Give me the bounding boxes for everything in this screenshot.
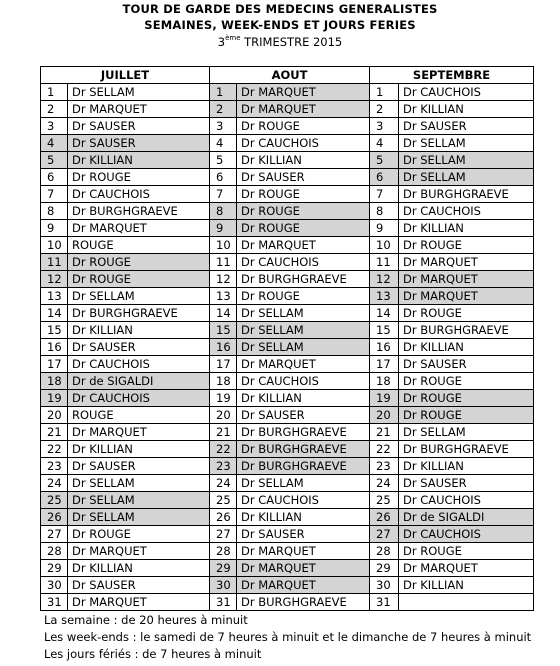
aout-doctor-name: Dr KILLIAN [237,509,370,526]
aout-doctor-name: Dr ROUGE [237,118,370,135]
juillet-doctor-name: Dr CAUCHOIS [68,356,210,373]
table-row [41,424,534,441]
aout-doctor-name: Dr ROUGE [237,220,370,237]
juillet-day-number: 2 [41,101,68,118]
aout-day-number: 31 [210,594,237,611]
juillet-day-number: 11 [41,254,68,271]
table-row [41,356,534,373]
juillet-doctor-name: Dr KILLIAN [68,441,210,458]
aout-doctor-name: Dr CAUCHOIS [237,254,370,271]
septembre-doctor-name: Dr CAUCHOIS [399,526,534,543]
aout-doctor-name: Dr MARQUET [237,577,370,594]
aout-doctor-name: Dr KILLIAN [237,152,370,169]
juillet-doctor-name: Dr CAUCHOIS [68,390,210,407]
juillet-day-number: 27 [41,526,68,543]
juillet-doctor-name: Dr SAUSER [68,339,210,356]
table-row [41,339,534,356]
juillet-day-number: 25 [41,492,68,509]
juillet-doctor-name: Dr SELLAM [68,492,210,509]
septembre-day-number: 4 [370,135,399,152]
juillet-doctor-name: Dr MARQUET [68,594,210,611]
septembre-day-number: 9 [370,220,399,237]
septembre-day-number: 30 [370,577,399,594]
juillet-day-number: 4 [41,135,68,152]
septembre-day-number: 31 [370,594,399,611]
juillet-day-number: 30 [41,577,68,594]
juillet-day-number: 10 [41,237,68,254]
septembre-day-number: 28 [370,543,399,560]
aout-doctor-name: Dr BURGHGRAEVE [237,271,370,288]
juillet-doctor-name: Dr SAUSER [68,458,210,475]
aout-doctor-name: Dr CAUCHOIS [237,373,370,390]
juillet-doctor-name: Dr BURGHGRAEVE [68,203,210,220]
septembre-doctor-name: Dr BURGHGRAEVE [399,322,534,339]
table-row [41,118,534,135]
septembre-doctor-name: Dr MARQUET [399,560,534,577]
septembre-doctor-name [399,594,534,611]
table-row [41,373,534,390]
aout-doctor-name: Dr SAUSER [237,526,370,543]
aout-day-number: 7 [210,186,237,203]
table-row [41,237,534,254]
juillet-day-number: 14 [41,305,68,322]
septembre-day-number: 25 [370,492,399,509]
aout-day-number: 16 [210,339,237,356]
aout-day-number: 3 [210,118,237,135]
aout-doctor-name: Dr BURGHGRAEVE [237,441,370,458]
juillet-day-number: 13 [41,288,68,305]
aout-day-number: 18 [210,373,237,390]
septembre-day-number: 16 [370,339,399,356]
septembre-day-number: 17 [370,356,399,373]
table-row [41,526,534,543]
juillet-day-number: 17 [41,356,68,373]
month-header-septembre: SEPTEMBRE [370,67,534,84]
septembre-day-number: 23 [370,458,399,475]
septembre-day-number: 21 [370,424,399,441]
note-holiday-hours: Les jours fériés : de 7 heures à minuit [44,647,262,661]
aout-day-number: 13 [210,288,237,305]
aout-day-number: 9 [210,220,237,237]
juillet-day-number: 23 [41,458,68,475]
septembre-day-number: 22 [370,441,399,458]
table-row [41,203,534,220]
septembre-doctor-name: Dr ROUGE [399,237,534,254]
table-row [41,543,534,560]
table-row [41,577,534,594]
aout-doctor-name: Dr SELLAM [237,339,370,356]
septembre-doctor-name: Dr KILLIAN [399,220,534,237]
juillet-doctor-name: Dr SAUSER [68,577,210,594]
document-subtitle: SEMAINES, WEEK-ENDS ET JOURS FERIES [144,18,416,32]
quarter-year: TRIMESTRE 2015 [240,35,343,49]
septembre-doctor-name: Dr SELLAM [399,424,534,441]
septembre-day-number: 29 [370,560,399,577]
septembre-doctor-name: Dr ROUGE [399,373,534,390]
septembre-doctor-name: Dr ROUGE [399,305,534,322]
table-row [41,169,534,186]
aout-doctor-name: Dr SAUSER [237,169,370,186]
juillet-day-number: 15 [41,322,68,339]
table-row [41,492,534,509]
aout-day-number: 22 [210,441,237,458]
septembre-day-number: 18 [370,373,399,390]
aout-day-number: 5 [210,152,237,169]
septembre-day-number: 24 [370,475,399,492]
juillet-doctor-name: Dr ROUGE [68,254,210,271]
juillet-day-number: 1 [41,84,68,101]
aout-day-number: 21 [210,424,237,441]
aout-doctor-name: Dr BURGHGRAEVE [237,424,370,441]
aout-doctor-name: Dr CAUCHOIS [237,492,370,509]
septembre-day-number: 3 [370,118,399,135]
aout-day-number: 8 [210,203,237,220]
septembre-day-number: 15 [370,322,399,339]
septembre-day-number: 10 [370,237,399,254]
septembre-doctor-name: Dr BURGHGRAEVE [399,186,534,203]
juillet-doctor-name: Dr KILLIAN [68,152,210,169]
aout-doctor-name: Dr MARQUET [237,237,370,254]
juillet-doctor-name: Dr CAUCHOIS [68,186,210,203]
juillet-day-number: 3 [41,118,68,135]
month-header-row [41,67,534,84]
juillet-day-number: 22 [41,441,68,458]
aout-doctor-name: Dr MARQUET [237,543,370,560]
juillet-day-number: 5 [41,152,68,169]
aout-day-number: 20 [210,407,237,424]
septembre-day-number: 13 [370,288,399,305]
septembre-day-number: 7 [370,186,399,203]
table-row [41,135,534,152]
septembre-doctor-name: Dr SAUSER [399,356,534,373]
table-row [41,186,534,203]
table-row [41,594,534,611]
juillet-day-number: 9 [41,220,68,237]
septembre-day-number: 8 [370,203,399,220]
aout-doctor-name: Dr ROUGE [237,186,370,203]
on-call-schedule-table [40,66,534,611]
juillet-doctor-name: Dr de SIGALDI [68,373,210,390]
table-row [41,84,534,101]
septembre-day-number: 12 [370,271,399,288]
table-row [41,407,534,424]
aout-day-number: 12 [210,271,237,288]
aout-day-number: 10 [210,237,237,254]
aout-doctor-name: Dr SAUSER [237,407,370,424]
septembre-doctor-name: Dr MARQUET [399,254,534,271]
septembre-day-number: 14 [370,305,399,322]
juillet-doctor-name: Dr SAUSER [68,118,210,135]
table-row [41,305,534,322]
septembre-doctor-name: Dr ROUGE [399,407,534,424]
septembre-doctor-name: Dr KILLIAN [399,458,534,475]
juillet-day-number: 26 [41,509,68,526]
septembre-doctor-name: Dr SELLAM [399,152,534,169]
juillet-doctor-name: Dr MARQUET [68,101,210,118]
table-row [41,254,534,271]
juillet-doctor-name: Dr SELLAM [68,288,210,305]
aout-day-number: 1 [210,84,237,101]
aout-doctor-name: Dr ROUGE [237,203,370,220]
juillet-doctor-name: Dr SELLAM [68,84,210,101]
juillet-day-number: 19 [41,390,68,407]
septembre-doctor-name: Dr MARQUET [399,288,534,305]
aout-day-number: 15 [210,322,237,339]
aout-day-number: 27 [210,526,237,543]
septembre-doctor-name: Dr CAUCHOIS [399,492,534,509]
table-row [41,509,534,526]
aout-doctor-name: Dr ROUGE [237,288,370,305]
aout-day-number: 26 [210,509,237,526]
juillet-day-number: 7 [41,186,68,203]
septembre-day-number: 19 [370,390,399,407]
aout-day-number: 14 [210,305,237,322]
septembre-day-number: 6 [370,169,399,186]
table-row [41,458,534,475]
aout-day-number: 2 [210,101,237,118]
juillet-doctor-name: ROUGE [68,237,210,254]
aout-day-number: 29 [210,560,237,577]
aout-doctor-name: Dr KILLIAN [237,390,370,407]
quarter-number: 3 [217,35,226,49]
month-header-aout: AOUT [210,67,370,84]
table-row [41,152,534,169]
juillet-doctor-name: Dr MARQUET [68,220,210,237]
aout-day-number: 19 [210,390,237,407]
quarter-label [0,34,560,49]
aout-doctor-name: Dr SELLAM [237,322,370,339]
juillet-doctor-name: Dr ROUGE [68,169,210,186]
juillet-doctor-name: Dr SAUSER [68,135,210,152]
juillet-doctor-name: ROUGE [68,407,210,424]
table-row [41,390,534,407]
juillet-day-number: 12 [41,271,68,288]
septembre-day-number: 5 [370,152,399,169]
aout-doctor-name: Dr MARQUET [237,101,370,118]
aout-doctor-name: Dr CAUCHOIS [237,135,370,152]
septembre-day-number: 2 [370,101,399,118]
schedule-body [41,84,534,611]
septembre-doctor-name: Dr BURGHGRAEVE [399,441,534,458]
septembre-doctor-name: Dr SELLAM [399,135,534,152]
juillet-day-number: 28 [41,543,68,560]
juillet-day-number: 21 [41,424,68,441]
septembre-doctor-name: Dr SAUSER [399,475,534,492]
aout-doctor-name: Dr SELLAM [237,305,370,322]
note-weekday-hours: La semaine : de 20 heures à minuit [44,613,248,627]
aout-day-number: 23 [210,458,237,475]
juillet-day-number: 29 [41,560,68,577]
schedule-notes [44,612,531,663]
septembre-doctor-name: Dr SAUSER [399,118,534,135]
juillet-day-number: 16 [41,339,68,356]
juillet-day-number: 24 [41,475,68,492]
septembre-day-number: 1 [370,84,399,101]
juillet-doctor-name: Dr KILLIAN [68,322,210,339]
table-row [41,560,534,577]
aout-doctor-name: Dr BURGHGRAEVE [237,594,370,611]
note-weekend-hours: Les week-ends : le samedi de 7 heures à minuit et le dimanche de 7 heures à minuit [44,630,532,644]
septembre-doctor-name: Dr CAUCHOIS [399,84,534,101]
septembre-day-number: 27 [370,526,399,543]
juillet-day-number: 31 [41,594,68,611]
septembre-doctor-name: Dr ROUGE [399,543,534,560]
aout-day-number: 11 [210,254,237,271]
aout-day-number: 28 [210,543,237,560]
aout-day-number: 6 [210,169,237,186]
septembre-doctor-name: Dr de SIGALDI [399,509,534,526]
table-row [41,271,534,288]
aout-doctor-name: Dr MARQUET [237,560,370,577]
aout-doctor-name: Dr BURGHGRAEVE [237,458,370,475]
month-header-juillet: JUILLET [41,67,210,84]
table-row [41,101,534,118]
table-row [41,288,534,305]
septembre-doctor-name: Dr KILLIAN [399,577,534,594]
document-title: TOUR DE GARDE DES MEDECINS GENERALISTES [122,2,438,16]
septembre-day-number: 11 [370,254,399,271]
aout-day-number: 25 [210,492,237,509]
aout-doctor-name: Dr MARQUET [237,356,370,373]
septembre-doctor-name: Dr SELLAM [399,169,534,186]
septembre-doctor-name: Dr ROUGE [399,390,534,407]
juillet-doctor-name: Dr ROUGE [68,271,210,288]
table-row [41,475,534,492]
table-row [41,441,534,458]
aout-doctor-name: Dr MARQUET [237,84,370,101]
juillet-doctor-name: Dr ROUGE [68,526,210,543]
septembre-doctor-name: Dr CAUCHOIS [399,203,534,220]
juillet-day-number: 6 [41,169,68,186]
aout-day-number: 17 [210,356,237,373]
juillet-doctor-name: Dr SELLAM [68,509,210,526]
juillet-doctor-name: Dr MARQUET [68,424,210,441]
aout-day-number: 30 [210,577,237,594]
quarter-ordinal-suffix: ème [225,34,241,42]
juillet-doctor-name: Dr SELLAM [68,475,210,492]
septembre-doctor-name: Dr KILLIAN [399,101,534,118]
juillet-doctor-name: Dr MARQUET [68,543,210,560]
juillet-day-number: 18 [41,373,68,390]
juillet-day-number: 8 [41,203,68,220]
table-row [41,220,534,237]
septembre-doctor-name: Dr KILLIAN [399,339,534,356]
table-row [41,322,534,339]
septembre-day-number: 26 [370,509,399,526]
septembre-day-number: 20 [370,407,399,424]
septembre-doctor-name: Dr MARQUET [399,271,534,288]
juillet-doctor-name: Dr BURGHGRAEVE [68,305,210,322]
aout-doctor-name: Dr SELLAM [237,475,370,492]
juillet-doctor-name: Dr KILLIAN [68,560,210,577]
aout-day-number: 4 [210,135,237,152]
juillet-day-number: 20 [41,407,68,424]
aout-day-number: 24 [210,475,237,492]
